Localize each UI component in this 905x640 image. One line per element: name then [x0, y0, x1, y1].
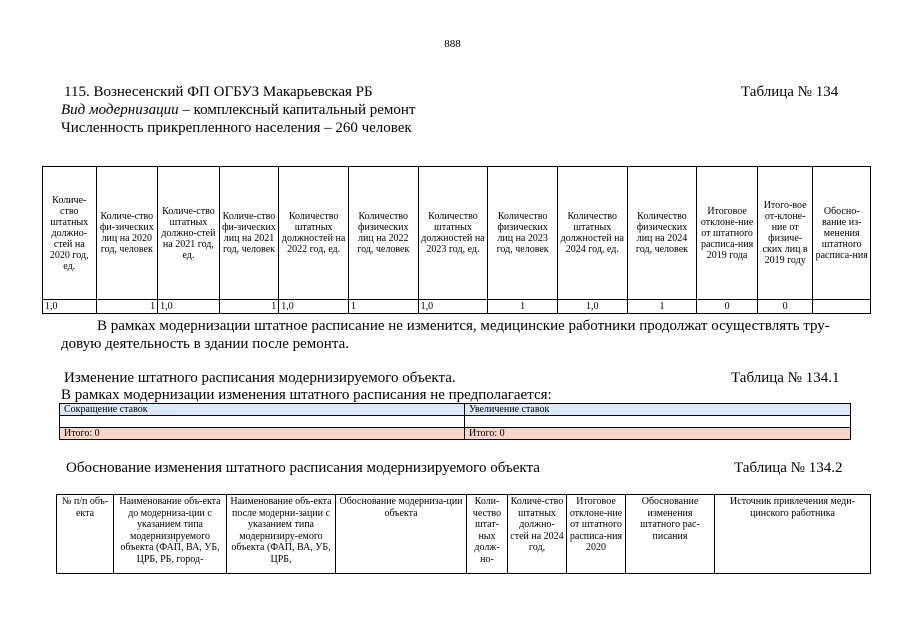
increase-header: Увеличение ставок: [465, 404, 851, 416]
population-line: Численность прикрепленного населения – 260 человек: [61, 120, 412, 136]
empty-cell: [60, 416, 465, 428]
justification-header-row: [57, 495, 871, 574]
total-reduction: Итого: 0: [60, 428, 465, 440]
total-increase: Итого: 0: [465, 428, 851, 440]
staffing-table: [42, 166, 871, 314]
header-cell: Количество физических лиц на 2023 год, человек: [488, 167, 558, 300]
value-cell: 1: [96, 300, 158, 314]
section2-note: В рамках модернизации изменения штатного расписания не предполагается:: [61, 387, 552, 403]
table-label-134-1: Таблица № 134.1: [731, 370, 840, 386]
header-cell: Источник привлечения меди-цинского работника: [715, 495, 871, 574]
header-cell: Количество штатных должностей на 2022 год, ед.: [279, 167, 349, 300]
header-cell: № п/п объ-екта: [57, 495, 114, 574]
staffing-values-row: [43, 300, 871, 314]
header-cell: Итоговое отклоне-ние от штатного расписа-ния 2020: [567, 495, 626, 574]
header-cell: Обоснование модерниза-ции объекта: [336, 495, 467, 574]
value-cell: 1,0: [43, 300, 97, 314]
header-cell: Обоснование изменения штатного рас-писания: [626, 495, 715, 574]
header-cell: Количе-ство фи-зических лиц на 2021 год, человек: [219, 167, 279, 300]
staff-change-total-row: [60, 428, 851, 440]
justification-table: [56, 494, 871, 574]
modernization-label: Вид модернизации: [61, 102, 179, 118]
header-cell: Наименование объ-екта после модерни-зации с указанием типа модернизиру-емого объекта (ФАП, ВА, УБ, ЦРБ,: [227, 495, 336, 574]
section2-title: Изменение штатного расписания модернизируемого объекта.: [64, 370, 456, 386]
value-cell: 1,0: [279, 300, 349, 314]
header-cell: Коли-чество штат-ных долж-но-: [467, 495, 508, 574]
header-cell: Количе-ство фи-зических лиц на 2020 год, человек: [96, 167, 158, 300]
reduction-header: Сокращение ставок: [60, 404, 465, 416]
modernization-type: [61, 102, 416, 119]
paragraph-line-2: довую деятельность в здании после ремонта.: [61, 336, 349, 352]
modernization-value: – комплексный капитальный ремонт: [178, 102, 416, 118]
header-cell: Количество штатных должностей на 2024 год, ед.: [557, 167, 627, 300]
value-cell: 1,0: [418, 300, 488, 314]
header-cell: Количество физических лиц на 2024 год, человек: [627, 167, 697, 300]
value-cell: 1: [219, 300, 279, 314]
staff-change-empty-row: [60, 416, 851, 428]
header-cell: Количе-ство штатных должно-стей на 2024 год,: [508, 495, 567, 574]
header-cell: Обосно-вание из-менения штатного расписа-ния: [813, 167, 871, 300]
value-cell: 1: [488, 300, 558, 314]
staff-change-header-row: [60, 404, 851, 416]
staffing-header-row: [43, 167, 871, 300]
value-cell: 0: [697, 300, 758, 314]
header-cell: Количество физических лиц на 2022 год, человек: [348, 167, 418, 300]
value-cell: 0: [757, 300, 813, 314]
value-cell: [813, 300, 871, 314]
table-label-134-2: Таблица № 134.2: [734, 460, 843, 476]
table-label-134: Таблица № 134: [741, 84, 839, 100]
page-number: 888: [444, 38, 461, 50]
empty-cell: [465, 416, 851, 428]
value-cell: 1,0: [557, 300, 627, 314]
header-cell: Наименование объ-екта до модерниза-ции с указанием типа модернизируемого объекта (ФАП, ВА, УБ, ЦРБ, РБ, город-: [114, 495, 227, 574]
value-cell: 1: [627, 300, 697, 314]
staff-change-table: [59, 403, 851, 440]
header-cell: Количе-ство штатных должно-стей на 2021 год, ед.: [158, 167, 220, 300]
header-cell: Итого-вое от-клоне-ние от физиче-ских лиц в 2019 году: [757, 167, 813, 300]
object-title: 115. Вознесенский ФП ОГБУЗ Макарьевская РБ: [64, 84, 373, 100]
section3-title: Обоснование изменения штатного расписания модернизируемого объекта: [66, 460, 540, 476]
header-cell: Итоговое отклоне-ние от штатного расписа-ния 2019 года: [697, 167, 758, 300]
header-cell: Количе-ство штатных должно-стей на 2020 год, ед.: [43, 167, 97, 300]
paragraph-line-1: В рамках модернизации штатное расписание не изменится, медицинские работники продолжат осуществлять тру-: [97, 318, 830, 334]
header-cell: Количество штатных должностей на 2023 год, ед.: [418, 167, 488, 300]
value-cell: 1,0: [158, 300, 220, 314]
value-cell: 1: [348, 300, 418, 314]
